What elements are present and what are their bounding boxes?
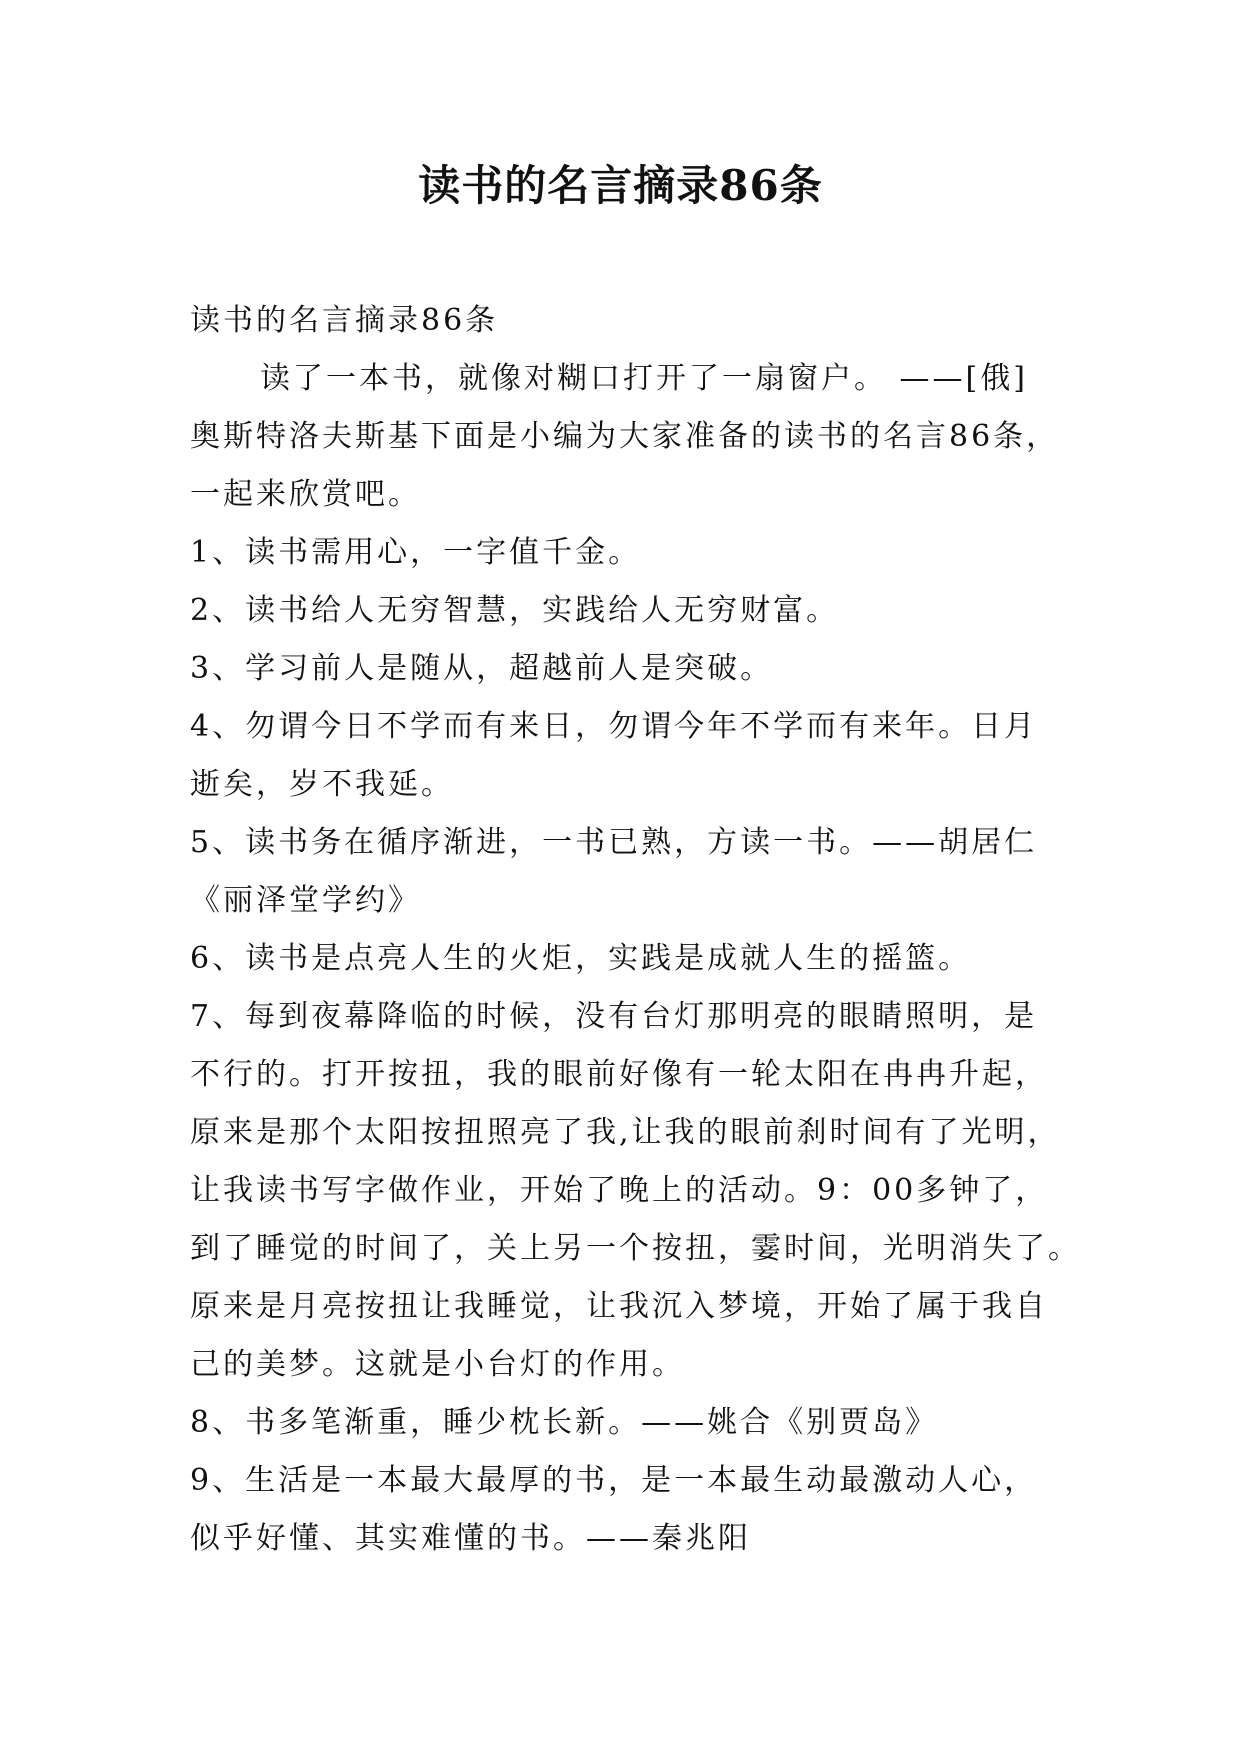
- document-title: 读书的名言摘录86条: [418, 161, 823, 210]
- text-line: 6、读书是点亮人生的火炬，实践是成就人生的摇篮。: [190, 941, 972, 976]
- document-body: [190, 292, 1081, 1568]
- text-line: 7、每到夜幕降临的时候，没有台灯那明亮的眼睛照明，是: [190, 999, 1038, 1034]
- text-line: 1、读书需用心，一字值千金。: [190, 535, 642, 570]
- text-line: 4、勿谓今日不学而有来日，勿谓今年不学而有来年。日月: [190, 709, 1038, 744]
- text-line: 《丽泽堂学约》: [190, 883, 421, 918]
- text-line: 不行的。打开按扭，我的眼前好像有一轮太阳在冉冉升起，: [190, 1057, 1048, 1092]
- text-line: 原来是月亮按扭让我睡觉，让我沉入梦境，开始了属于我自: [190, 1289, 1048, 1324]
- text-line: 读书的名言摘录86条: [190, 303, 499, 338]
- text-line: 2、读书给人无穷智慧，实践给人无穷财富。: [190, 593, 840, 628]
- text-line: 逝矣，岁不我延。: [190, 767, 454, 802]
- text-line: 8、书多笔渐重，睡少枕长新。——姚合《别贾岛》: [190, 1405, 939, 1440]
- text-line: 9、生活是一本最大最厚的书，是一本最生动最激动人心，: [190, 1463, 1038, 1498]
- text-line: 奥斯特洛夫斯基下面是小编为大家准备的读书的名言86条，: [190, 419, 1060, 454]
- text-line: 似乎好懂、其实难懂的书。——秦兆阳: [190, 1521, 751, 1556]
- text-line: 己的美梦。这就是小台灯的作用。: [190, 1347, 685, 1382]
- text-line: 3、学习前人是随从，超越前人是突破。: [190, 651, 774, 686]
- text-line: 到了睡觉的时间了，关上另一个按扭，霎时间，光明消失了。: [190, 1231, 1081, 1266]
- text-line: 5、读书务在循序渐进，一书已熟，方读一书。——胡居仁: [190, 825, 1038, 860]
- text-line: 原来是那个太阳按扭照亮了我,让我的眼前刹时间有了光明，: [190, 1115, 1061, 1150]
- text-line: 一起来欣赏吧。: [190, 477, 421, 512]
- text-line: 让我读书写字做作业，开始了晚上的活动。9：00多钟了，: [190, 1173, 1049, 1208]
- text-line: 读了一本书，就像对糊口打开了一扇窗户。 ——[俄]: [260, 361, 1028, 396]
